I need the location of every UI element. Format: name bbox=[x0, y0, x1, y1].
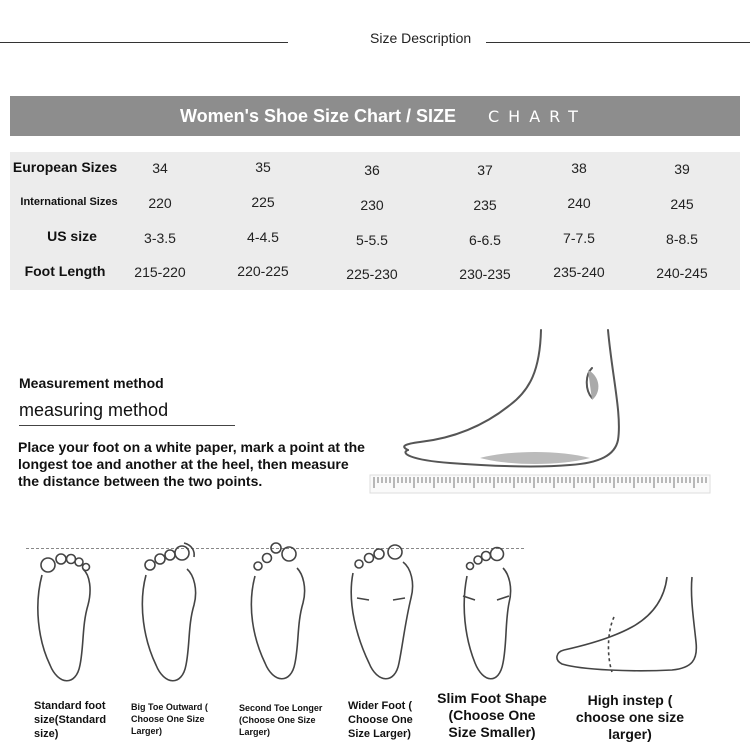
big-toe-outward-foot-icon bbox=[132, 535, 207, 695]
size-chart-banner bbox=[10, 96, 740, 136]
header-rule-right bbox=[486, 42, 750, 43]
measurement-description: Place your foot on a white paper, mark a point at the longest toe and another at the heel, then measure the distance between the two points. bbox=[18, 439, 365, 489]
table-cell: 225-230 bbox=[346, 266, 398, 282]
table-cell: 220-225 bbox=[237, 263, 289, 279]
table-cell: 34 bbox=[152, 160, 168, 176]
row-label-european: European Sizes bbox=[12, 159, 118, 175]
table-cell: 235-240 bbox=[553, 264, 605, 280]
table-cell: 3-3.5 bbox=[144, 230, 176, 246]
caption-second-toe-longer: Second Toe Longer (Choose One Size Larger) bbox=[239, 703, 323, 737]
table-cell: 4-4.5 bbox=[247, 229, 279, 245]
standard-foot-icon bbox=[28, 545, 98, 695]
table-cell: 36 bbox=[364, 162, 380, 178]
row-label-us: US size bbox=[47, 228, 97, 244]
foot-measurement-illustration bbox=[360, 320, 720, 500]
header-rule-left bbox=[0, 42, 288, 43]
table-cell: 240-245 bbox=[656, 265, 708, 281]
table-cell: 38 bbox=[571, 160, 587, 176]
table-cell: 245 bbox=[670, 196, 694, 212]
page-title: Size Description bbox=[370, 30, 472, 46]
second-toe-longer-foot-icon bbox=[243, 538, 313, 693]
banner-title: Women's Shoe Size Chart / SIZE bbox=[180, 106, 457, 126]
table-cell: 8-8.5 bbox=[666, 231, 698, 247]
table-cell: 215-220 bbox=[134, 264, 186, 280]
table-cell: 230-235 bbox=[459, 266, 511, 282]
measurement-title: Measurement method bbox=[19, 375, 164, 391]
banner-subtitle: CHART bbox=[488, 107, 587, 126]
table-cell: 7-7.5 bbox=[563, 230, 595, 246]
measurement-subtitle: measuring method bbox=[19, 400, 169, 420]
table-cell: 35 bbox=[255, 159, 271, 175]
caption-wider-foot: Wider Foot ( Choose One Size Larger) bbox=[348, 700, 413, 740]
table-cell: 220 bbox=[148, 195, 172, 211]
table-cell: 6-6.5 bbox=[469, 232, 501, 248]
table-cell: 39 bbox=[674, 161, 690, 177]
row-label-foot-length: Foot Length bbox=[24, 263, 106, 279]
measurement-underline bbox=[19, 425, 235, 426]
table-cell: 240 bbox=[567, 195, 591, 211]
table-cell: 225 bbox=[251, 194, 275, 210]
caption-high-instep: High instep ( choose one size larger) bbox=[575, 692, 685, 742]
table-cell: 235 bbox=[473, 197, 497, 213]
caption-big-toe-outward: Big Toe Outward ( Choose One Size Larger) bbox=[131, 702, 208, 736]
table-cell: 37 bbox=[477, 162, 493, 178]
caption-standard-foot: Standard foot size(Standard size) bbox=[34, 700, 107, 740]
slim-foot-icon bbox=[455, 538, 520, 688]
table-cell: 230 bbox=[360, 197, 384, 213]
caption-slim-foot: Slim Foot Shape (Choose One Size Smaller) bbox=[437, 690, 547, 740]
table-cell: 5-5.5 bbox=[356, 232, 388, 248]
size-table bbox=[10, 152, 740, 290]
high-instep-foot-icon bbox=[552, 572, 702, 682]
row-label-international: International Sizes bbox=[20, 196, 118, 208]
wider-foot-icon bbox=[347, 538, 417, 688]
